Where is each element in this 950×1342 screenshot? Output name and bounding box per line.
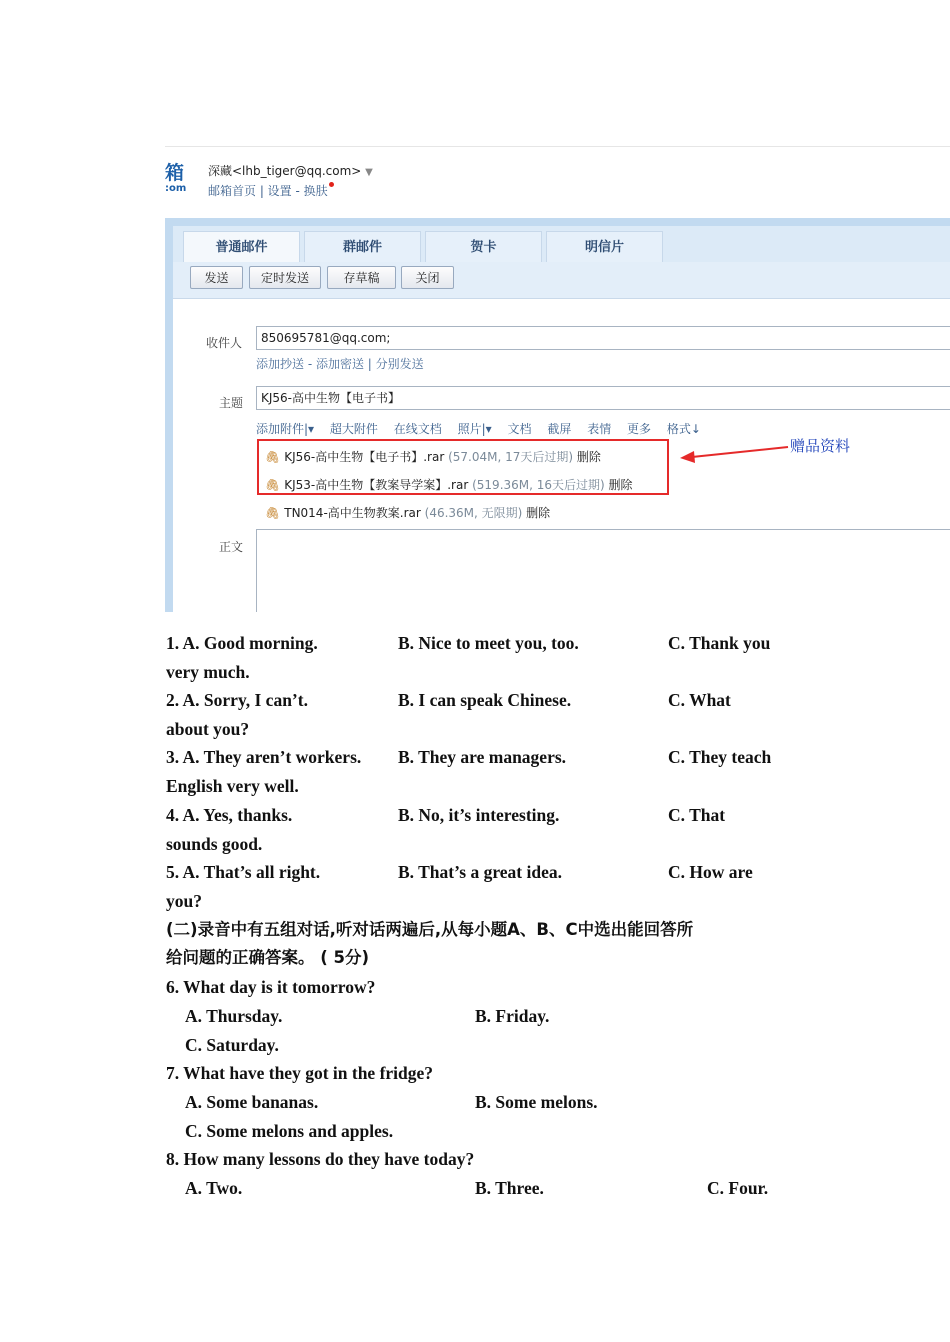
- header-links-text[interactable]: 邮箱首页 | 设置 - 换肤: [208, 184, 328, 198]
- email-compose-screenshot: [165, 130, 950, 612]
- tab-group-mail[interactable]: 群邮件: [304, 231, 421, 262]
- paperclip-icon: 🖇: [265, 506, 281, 520]
- compose-panel: [173, 226, 950, 612]
- q2-a: 2. A. Sorry, I can’t.: [166, 690, 308, 710]
- save-draft-button[interactable]: 存草稿: [327, 266, 396, 289]
- delete-attachment-link[interactable]: 删除: [576, 450, 601, 464]
- attachment-item: 🖇 TN014-高中生物教案.rar (46.36M, 无限期) 删除: [265, 506, 551, 520]
- online-doc-button[interactable]: 在线文档: [393, 422, 442, 436]
- large-attachment-button[interactable]: 超大附件: [329, 422, 378, 436]
- q4-a: 4. A. Yes, thanks.: [166, 805, 293, 825]
- scheduled-send-button[interactable]: 定时发送: [249, 266, 321, 289]
- section2-heading-line2: 给问题的正确答案。 ( 5分): [166, 948, 370, 967]
- recipient-input[interactable]: 850695781@qq.com;: [256, 326, 950, 350]
- q2-c-cont: about you?: [166, 719, 250, 739]
- user-account[interactable]: [208, 162, 373, 179]
- q4-c-cont: sounds good.: [166, 834, 263, 854]
- compose-toolbar: [173, 262, 950, 299]
- q7-question: 7. What have they got in the fridge?: [166, 1063, 434, 1083]
- q5-c: C. How are: [668, 862, 753, 882]
- top-divider: [165, 146, 950, 147]
- photo-button[interactable]: 照片|▾: [457, 422, 492, 436]
- tab-greeting-card[interactable]: 贺卡: [425, 231, 542, 262]
- recipient-label: 收件人: [206, 336, 243, 350]
- format-button[interactable]: 格式↓: [666, 422, 701, 436]
- paperclip-icon: 🖇: [265, 450, 281, 464]
- q6-question: 6. What day is it tomorrow?: [166, 977, 376, 997]
- q5-a: 5. A. That’s all right.: [166, 862, 321, 882]
- header-links[interactable]: [208, 182, 334, 199]
- logo-sub: :om: [165, 183, 187, 194]
- q6-a: A. Thursday.: [185, 1006, 283, 1026]
- notification-dot-icon: [329, 182, 334, 187]
- q7-b: B. Some melons.: [475, 1092, 598, 1112]
- annotation-label: 赠品资料: [790, 437, 851, 455]
- q7-a: A. Some bananas.: [185, 1092, 319, 1112]
- q1-a: 1. A. Good morning.: [166, 633, 318, 653]
- document-button[interactable]: 文档: [507, 422, 532, 436]
- q3-a: 3. A. They aren’t workers.: [166, 747, 362, 767]
- q8-question: 8. How many lessons do they have today?: [166, 1149, 475, 1169]
- annotation-arrow-icon: [678, 442, 790, 464]
- q8-a: A. Two.: [185, 1178, 243, 1198]
- highlight-box: [257, 439, 669, 495]
- close-button[interactable]: 关闭: [401, 266, 454, 289]
- compose-frame: [165, 218, 950, 612]
- body-editor[interactable]: [256, 529, 950, 612]
- q1-c: C. Thank you: [668, 633, 771, 653]
- q3-c-cont: English very well.: [166, 776, 299, 796]
- logo-char: 箱: [165, 162, 185, 184]
- tab-postcard[interactable]: 明信片: [546, 231, 663, 262]
- q2-b: B. I can speak Chinese.: [398, 690, 572, 710]
- send-button[interactable]: 发送: [190, 266, 243, 289]
- subject-label: 主题: [219, 396, 244, 410]
- chevron-down-icon[interactable]: ▼: [365, 167, 373, 178]
- mail-logo: [165, 163, 186, 195]
- q3-b: B. They are managers.: [398, 747, 567, 767]
- q1-c-cont: very much.: [166, 662, 250, 682]
- q4-c: C. That: [668, 805, 726, 825]
- user-email: 深藏<lhb_tiger@qq.com>: [208, 164, 362, 178]
- tab-normal-mail[interactable]: 普通邮件: [183, 231, 300, 262]
- q6-b: B. Friday.: [475, 1006, 550, 1026]
- more-button[interactable]: 更多: [627, 422, 652, 436]
- q2-c: C. What: [668, 690, 731, 710]
- q8-b: B. Three.: [475, 1178, 544, 1198]
- q8-c: C. Four.: [707, 1178, 769, 1198]
- body-label: 正文: [219, 540, 244, 554]
- q6-c: C. Saturday.: [185, 1035, 279, 1055]
- screenshot-button[interactable]: 截屏: [547, 422, 572, 436]
- compose-tabs: [173, 226, 950, 262]
- cc-links[interactable]: 添加抄送 - 添加密送 | 分别发送: [256, 357, 424, 371]
- delete-attachment-link[interactable]: 删除: [526, 506, 551, 520]
- attachment-item: 🖇 KJ56-高中生物【电子书】.rar (57.04M, 17天后过期) 删除: [265, 450, 601, 464]
- q5-c-cont: you?: [166, 891, 202, 911]
- delete-attachment-link[interactable]: 删除: [608, 478, 633, 492]
- q3-c: C. They teach: [668, 747, 772, 767]
- add-attachment-button[interactable]: 添加附件|▾: [256, 422, 315, 436]
- attachment-toolbar: [256, 420, 713, 437]
- attachment-item: 🖇 KJ53-高中生物【教案导学案】.rar (519.36M, 16天后过期) 删除: [265, 478, 633, 492]
- section2-heading-line1: (二)录音中有五组对话,听对话两遍后,从每小题A、B、C中选出能回答所: [166, 920, 694, 939]
- q7-c: C. Some melons and apples.: [185, 1121, 394, 1141]
- subject-input[interactable]: KJ56-高中生物【电子书】: [256, 386, 950, 410]
- q5-b: B. That’s a great idea.: [398, 862, 562, 882]
- q1-b: B. Nice to meet you, too.: [398, 633, 579, 653]
- paperclip-icon: 🖇: [265, 478, 281, 492]
- emoji-button[interactable]: 表情: [587, 422, 612, 436]
- q4-b: B. No, it’s interesting.: [398, 805, 560, 825]
